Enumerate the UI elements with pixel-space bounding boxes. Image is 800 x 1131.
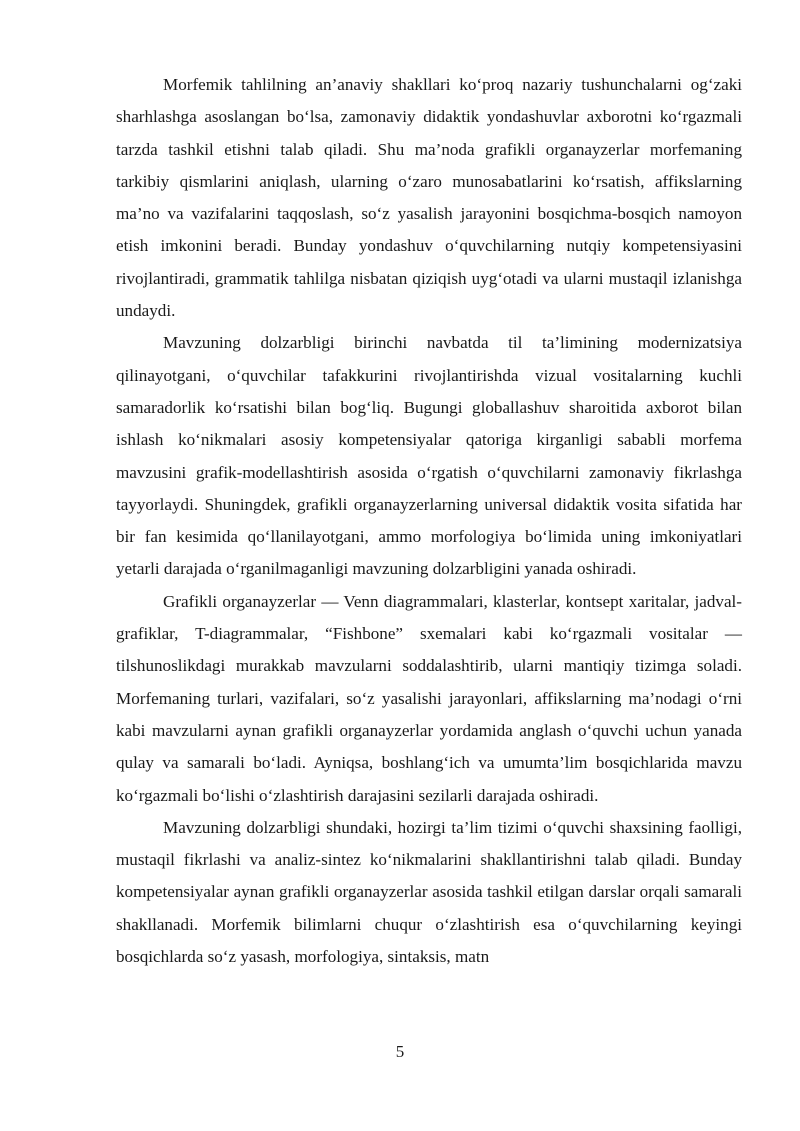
paragraph-4: Mavzuning dolzarbligi shundaki, hozirgi ta’lim tizimi o‘quvchi shaxsining faolligi, mustaqil fikrlashi va analiz-sintez ko‘nikmalarini shakllantirishni talab qiladi. Bunday kompetensiyalar aynan grafikli organayzerlar asosida tashkil etilgan darslar orqali samarali shakllanadi. Morfemik bilimlarni chuqur o‘zlashtirish esa o‘quvchilarning keyingi bosqichlarda so‘z yasash, morfologiya, sintaksis, matn bbox=[116, 817, 742, 967]
paragraph-2: Mavzuning dolzarbligi birinchi navbatda til ta’limining modernizatsiya qilinayotgani, o‘quvchilar tafakkurini rivojlantirishda vizual vositalarning kuchli samaradorlik ko‘rsatishi bilan bog‘liq. Bugungi globallashuv sharoitida axborot bilan ishlash ko‘nikmalari asosiy kompetensiyalar qatoriga kirganligi sababli morfema mavzusini grafik-modellashtirish asosida o‘rgatish o‘quvchilarni zamonaviy fikrlashga tayyorlaydi. Shuningdek, grafikli organayzerlarning universal didaktik vosita sifatida har bir fan kesimida qo‘llanilayotgani, ammo morfologiya bo‘limida uning imkoniyatlari yetarli darajada o‘rganilmaganligi mavzuning dolzarbligini yanada oshiradi. bbox=[116, 333, 742, 579]
paragraph-3: Grafikli organayzerlar — Venn diagrammalari, klasterlar, kontsept xaritalar, jadval-grafiklar, T-diagrammalar, “Fishbone” sxemalari kabi ko‘rgazmali vositalar — tilshunoslikdagi murakkab mavzularni soddalashtirib, ularni mantiqiy tizimga soladi. Morfemaning turlari, vazifalari, so‘z yasalishi jarayonlari, affikslarning ma’nodagi o‘rni kabi mavzularni aynan grafikli organayzerlar yordamida anglash o‘quvchi uchun yanada qulay va samarali bo‘ladi. Ayniqsa, boshlang‘ich va umumta’lim bosqichlarida mavzu ko‘rgazmali bo‘lishi o‘zlashtirish darajasini sezilarli darajada oshiradi. bbox=[116, 591, 742, 805]
body-text bbox=[116, 69, 742, 973]
paragraph-1: Morfemik tahlilning an’anaviy shakllari ko‘proq nazariy tushunchalarni og‘zaki sharhlashga asoslangan bo‘lsa, zamonaviy didaktik yondashuvlar axborotni ko‘rgazmali tarzda tashkil etishni talab qiladi. Shu ma’noda grafikli organayzerlar morfemaning tarkibiy qismlarini aniqlash, ularning o‘zaro munosabatlarini ko‘rsatish, affikslarning ma’no va vazifalarini taqqoslash, so‘z yasalish jarayonini bosqichma-bosqich namoyon etish imkonini beradi. Bunday yondashuv o‘quvchilarning nutqiy kompetensiyasini rivojlantiradi, grammatik tahlilga nisbatan qiziqish uyg‘otadi va ularni mustaqil izlanishga undaydi. bbox=[116, 75, 742, 321]
page-number: 5 bbox=[395, 1042, 405, 1061]
